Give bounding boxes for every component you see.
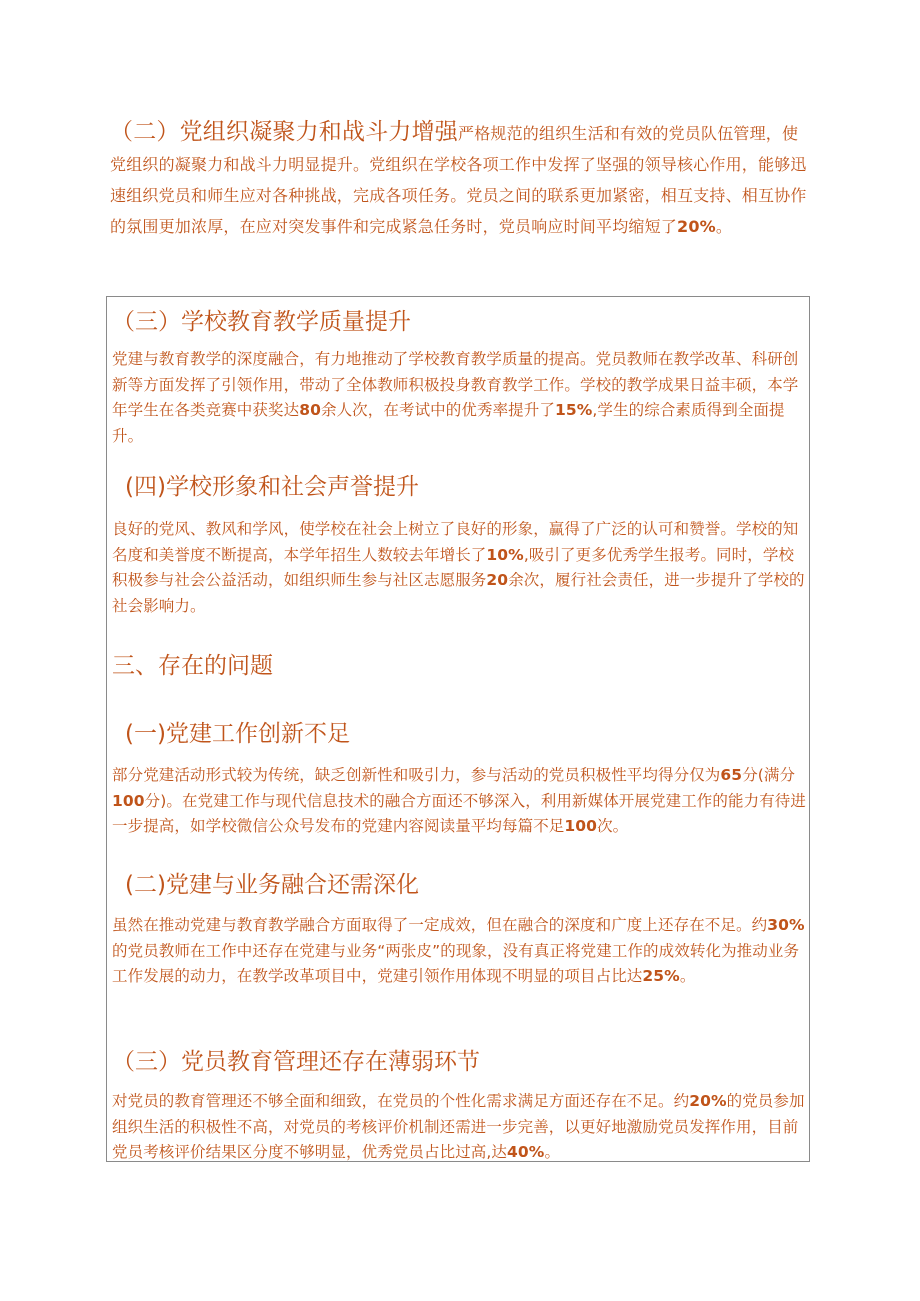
intro-end: 。 — [715, 217, 733, 236]
intro-paragraph — [110, 117, 810, 242]
number-run: 30% — [767, 916, 805, 934]
content-box — [106, 296, 810, 1162]
number-run: 15% — [555, 401, 593, 419]
text-run: 党建与教育教学的深度融合，有力地推动了学校教育教学质量的提高。党员教师在教学改革、科研创新等方面发挥了引领作用，带动了全体教师积极投身教育教学工作。学校的教学成果日益丰硕，本学年学生在各类竞赛中获奖达 — [112, 350, 799, 419]
text-run: 对党员的教育管理还不够全面和细致，在党员的个性化需求满足方面还存在不足。约 — [112, 1092, 690, 1110]
text-run: 的党员参加组织生活的积极性不高，对党员的考核评价机制还需进一步完善，以更好地激励党员发挥作用，目前党员考核评价结果区分度不够明显，优秀党员占比过高,达 — [112, 1092, 805, 1161]
text-run: ,吸引了更多优秀学生报考。同时，学校积极参与社会公益活动，如组织师生参与社区志愿服务 — [112, 545, 795, 589]
section-paragraph-quality — [112, 347, 808, 449]
section-paragraph-reputation — [112, 517, 808, 619]
problem-heading-integration: (二)党建与业务融合还需深化 — [125, 872, 419, 898]
text-run: 。 — [679, 967, 696, 985]
part-heading-problems: 三、存在的问题 — [112, 653, 273, 679]
number-run: 80 — [299, 401, 321, 419]
text-run: 次。 — [597, 817, 629, 835]
number-run: 100 — [112, 791, 145, 810]
problem-heading-management: （三）党员教育管理还存在薄弱环节 — [112, 1049, 480, 1075]
text-run: 的党员教师在工作中还存在党建与业务“两张皮”的现象，没有真正将党建工作的成效转化为推动业务工作发展的动力，在教学改革项目中，党建引领作用体现不明显的项目占比达 — [112, 941, 800, 985]
number-run: 25% — [642, 967, 680, 985]
problem-heading-innovation: (一)党建工作创新不足 — [125, 721, 350, 747]
problem-paragraph-integration — [112, 913, 808, 990]
number-run: 65 — [720, 766, 743, 784]
text-run: 良好的党风、教风和学风，使学校在社会上树立了良好的形象，赢得了广泛的认可和赞誉。学校的知名度和美誉度不断提高，本学年招生人数较去年增长了 — [112, 520, 799, 564]
problem-paragraph-management — [112, 1089, 808, 1166]
text-run: 虽然在推动党建与教育教学融合方面取得了一定成效，但在融合的深度和广度上还存在不足。约 — [112, 916, 768, 934]
number-run: 10% — [486, 545, 524, 564]
section-heading-quality: （三）学校教育教学质量提升 — [112, 309, 411, 335]
text-run: 。 — [544, 1143, 561, 1161]
number-run: 100 — [564, 817, 598, 835]
text-run: 余次，履行社会责任，进一步提升了学校的社会影响力。 — [112, 571, 805, 615]
section-heading-reputation: (四)学校形象和社会声誉提升 — [125, 474, 419, 500]
text-run: 分(满分 — [742, 766, 796, 784]
text-run: 余人次，在考试中的优秀率提升了 — [320, 401, 555, 419]
number-run: 20 — [486, 571, 509, 589]
intro-heading: （二）党组织凝聚力和战斗力增强 — [110, 119, 458, 145]
intro-text: 严格规范的组织生活和有效的党员队伍管理，使党组织的凝聚力和战斗力明显提升。党组织在学校各项工作中发挥了坚强的领导核心作用，能够迅速组织党员和师生应对各种挑战，完成各项任务。党员之间的联系更加紧密，相互支持、相互协作的氛围更加浓厚，在应对突发事件和完成紧急任务时，党员响应时间平均缩短了 — [110, 124, 807, 236]
intro-highlight: 20% — [677, 217, 716, 236]
text-run: ,学生的综合素质得到全面提升。 — [112, 401, 785, 445]
number-run: 20% — [689, 1092, 727, 1110]
number-run: 40% — [507, 1143, 545, 1161]
text-run: 部分党建活动形式较为传统，缺乏创新性和吸引力，参与活动的党员积极性平均得分仅为 — [112, 766, 721, 784]
problem-paragraph-innovation — [112, 763, 808, 840]
text-run: 分)。在党建工作与现代信息技术的融合方面还不够深入，利用新媒体开展党建工作的能力有待进一步提高，如学校微信公众号发布的党建内容阅读量平均每篇不足 — [112, 791, 807, 835]
